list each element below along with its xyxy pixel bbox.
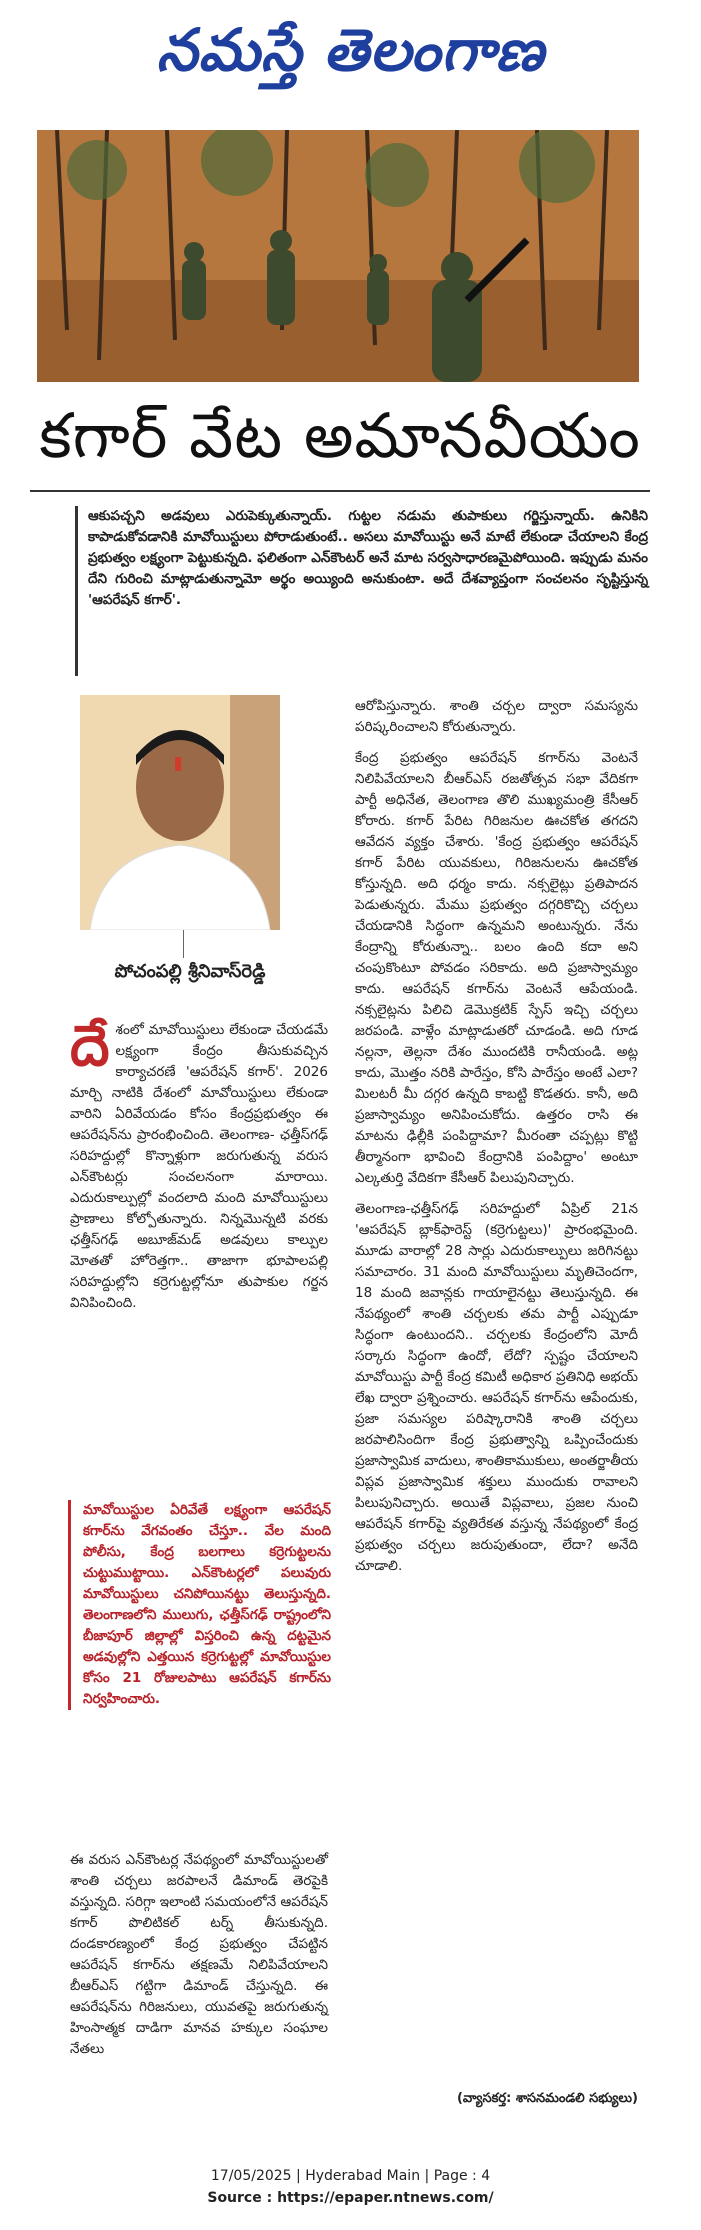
left-column-lower — [70, 1850, 328, 2070]
drop-cap: దే — [70, 1014, 110, 1079]
article-intro — [75, 506, 648, 676]
author-signature: (వ్యాసకర్త: శాసనమండలి సభ్యులు) — [456, 2091, 638, 2106]
article-photo — [37, 130, 639, 382]
newspaper-logo: నమస్తే తెలంగాణ — [156, 16, 545, 84]
paragraph-opening — [70, 1014, 328, 1314]
intro-text: ఆకుపచ్చని అడవులు ఎరుపెక్కుతున్నాయ్. గుట్టల నడుమ తుపాకులు గర్జిస్తున్నాయ్. ఉనికిని కాపాడుకోవడానికి మావోయిస్టులు పోరాడుతుంటే.. అసలు మావోయిస్టు అనే మాటే లేకుండా చేయాలని కేంద్ర ప్రభుత్వం లక్ష్యంగా పెట్టుకున్నది. ఫలితంగా ఎన్‌కౌంటర్ అనే మాట సర్వసాధారణమైపోయింది. ఇప్పుడు మనం దేని గురించి మాట్లాడుతున్నామో అర్థం అయ్యింది అనుకుంటా. అదే దేశవ్యాప్తంగా సంచలనం సృష్టిస్తున్న 'ఆపరేషన్ కగార్'. — [88, 508, 648, 608]
opening-text: శంలో మావోయిస్టులు లేకుండా చేయడమే లక్ష్యంగా కేంద్రం తీసుకువచ్చిన కార్యాచరణే 'ఆపరేషన్ కగార్'. 2026 మార్చి నాటికి దేశంలో మావోయిస్టులు లేకుండా వారిని ఏరివేయడం కోసం కేంద్రప్రభుత్వం ఈ ఆపరేషన్‌ను ప్రారంభించింది. తెలంగాణ- ఛత్తీస్‌గఢ్ సరిహద్దుల్లో కొన్నాళ్లుగా జరుగుతున్న వరుస ఎన్‌కౌంటర్లు సంచలనంగా మారాయి. ఎదురుకాల్పుల్లో వందలాది మంది మావోయిస్టులు ప్రాణాలు కోల్పోతున్నారు. నిన్నమొన్నటి వరకు ఛత్తీస్‌గఢ్ అబూజ్‌మడ్ అడవులు కాల్పుల మోతతో హోరెత్తగా.. తాజాగా భూపాలపల్లి సరిహద్దుల్లోని కర్రెగుట్టల్లోనూ తుపాకుల గర్జన వినిపించింది. — [70, 1022, 328, 1311]
paragraph-right-2: కేంద్ర ప్రభుత్వం ఆపరేషన్ కగార్‌ను వెంటనే నిలిపివేయాలని బీఆర్‌ఎస్ రజతోత్సవ సభా వేదికగా పార్టీ అధినేత, తెలంగాణ తొలి ముఖ్యమంత్రి కేసీఆర్ కోరారు. కగార్ పేరిట గిరిజనుల ఊచకోత తగదని ఆవేదన వ్యక్తం చేశారు. 'కేంద్ర ప్రభుత్వం ఆపరేషన్ కగార్ పేరిట యువకులు, గిరిజనులను ఊచకోత కోస్తున్నది. అది ధర్మం కాదు. నక్సలైట్లు ప్రతిపాదన పెడుతున్నరు. మేము ప్రభుత్వం దగ్గరికొచ్చి చర్చలు చేయడానికి సిద్ధంగా ఉన్నమని అంటున్నరు. నేను కేంద్రాన్ని కోరుతున్నా.. బలం ఉంది కదా అని చంపుకొంటూ పోవడం సరికాదు. అది ప్రజాస్వామ్యం కాదు. ఆపరేషన్ కగార్‌ను వెంటనే ఆపేయండి. నక్సలైట్లను పిలిచి డెమొక్రటిక్ స్పేస్ ఇచ్చి చర్చలు జరపండి. వాళ్లేం మాట్లాడుతరో చూడండి. అది గూడ నల్లనా, తెల్లనా దేశం ముందటికి రానీయండి. అట్ల కాదు, మొత్తం నరికి పారేస్తం, కోసి పారేస్తం అంటే ఎలా? మిలటరీ మీ దగ్గర ఉన్నది కాబట్టి కొడతరు. కానీ, అది ప్రజాస్వామ్యం అనిపించుకోదు. ఉత్తరం రాసి ఈ మాటను ఢిల్లీకి పంపిద్దామా? మీరంతా చప్పట్లు కొట్టి తీర్మానంగా భావించి కేంద్రానికి పంపిద్దాం' అంటూ ఎల్కతుర్తి వేదికగా కేసీఆర్ పిలుపునిచ్చారు. — [355, 750, 638, 1186]
pull-quote: మావోయిస్టుల ఏరివేతే లక్ష్యంగా ఆపరేషన్ కగార్‌ను వేగవంతం చేస్తూ.. వేల మంది పోలీసు, కేంద్ర బలగాలు కర్రెగుట్టలను చుట్టుముట్టాయి. ఎన్‌కౌంటర్లలో పలువురు మావోయిస్టులు చనిపోయినట్టు తెలుస్తున్నది. తెలంగాణలోని ములుగు, ఛత్తీస్‌గఢ్ రాష్ట్రంలోని బీజాపూర్ జిల్లాల్లో విస్తరించి ఉన్న దట్టమైన అడవుల్లోని ఎత్తయిన కర్రెగుట్టల్లో మావోయిస్టుల కోసం 21 రోజులపాటు ఆపరేషన్ కగార్‌ను నిర్వహించారు. — [68, 1500, 331, 1710]
footer-date-line: 17/05/2025 | Hyderabad Main | Page : 4 — [210, 2168, 491, 2184]
author-portrait-image — [80, 695, 280, 930]
paragraph-right-1: ఆరోపిస్తున్నారు. శాంతి చర్చల ద్వారా సమస్యను పరిష్కరించాలని కోరుతున్నారు. — [355, 698, 638, 735]
author-photo — [80, 695, 280, 930]
forest-soldiers-image — [37, 130, 639, 382]
author-name: పోచంపల్లి శ్రీనివాస్‌రెడ్డి — [114, 961, 266, 982]
article-headline: కగార్ వేట అమానవీయం — [30, 388, 650, 492]
paragraph-left-2: ఈ వరుస ఎన్‌కౌంటర్ల నేపథ్యంలో మావోయిస్టులతో శాంతి చర్చలు జరపాలనే డిమాండ్ తెరపైకి వస్తున్నది. సరిగ్గా ఇలాంటి సమయంలోనే ఆపరేషన్ కగార్ పొలిటికల్ టర్న్ తీసుకున్నది. దండకారణ్యంలో కేంద్ర ప్రభుత్వం చేపట్టిన ఆపరేషన్ కగార్‌ను తక్షణమే నిలిపివేయాలని బీఆర్‌ఎస్ గట్టిగా డిమాండ్ చేస్తున్నది. ఈ ఆపరేషన్‌ను గిరిజనులు, యువతపై జరుగుతున్న హింసాత్మక దాడిగా మానవ హక్కుల సంఘాల నేతలు — [70, 1852, 328, 2057]
left-column — [70, 1014, 328, 1324]
right-column — [355, 696, 638, 1587]
masthead — [0, 0, 701, 118]
footer-source: Source : https://epaper.ntnews.com/ — [207, 2190, 494, 2206]
paragraph-right-3: తెలంగాణ-ఛత్తీస్‌గఢ్ సరిహద్దులో ఏప్రిల్ 21న 'ఆపరేషన్ బ్లాక్‌ఫారెస్ట్ (కర్రెగుట్టలు)' ప్రారంభమైంది. మూడు వారాల్లో 28 సార్లు ఎదురుకాల్పులు జరిగినట్టు సమాచారం. 31 మంది మావోయిస్టులు మృతిచెందగా, 18 మంది జవాన్లకు గాయాలైనట్టు తెలుస్తున్నది. ఈ నేపథ్యంలో శాంతి చర్చలకు తమ పార్టీ ఎప్పుడూ సిద్ధంగా ఉంటుందని.. చర్చలకు కేంద్రంలోని మోదీ సర్కారు సిద్ధంగా ఉందో, లేదో? స్పష్టం చేయాలని మావోయిస్టు పార్టీ కేంద్ర కమిటీ అధికార ప్రతినిధి అభయ్ లేఖ ద్వారా ప్రశ్నించారు. ఆపరేషన్ కగార్‌ను ఆపేందుకు, ప్రజా సమస్యల పరిష్కారానికి శాంతి చర్చలు జరపాలిసిందిగా కేంద్ర ప్రభుత్వాన్ని ఒప్పించేందుకు ప్రజాస్వామిక వాదులు, శాంతికాముకులు, అంతర్జాతీయ విప్లవ ప్రజాస్వామిక శక్తులు ముందుకు రావాలని పిలుపునిచ్చారు. అయితే విప్లవాలు, ప్రజల నుంచి ఆపరేషన్ కగార్‌పై వ్యతిరేకత వస్తున్న నేపథ్యంలో కేంద్ర ప్రభుత్వం చర్చలు జరుపుతుందా, లేదా? అనేది చూడాలి. — [355, 1201, 638, 1574]
author-divider — [183, 930, 184, 958]
